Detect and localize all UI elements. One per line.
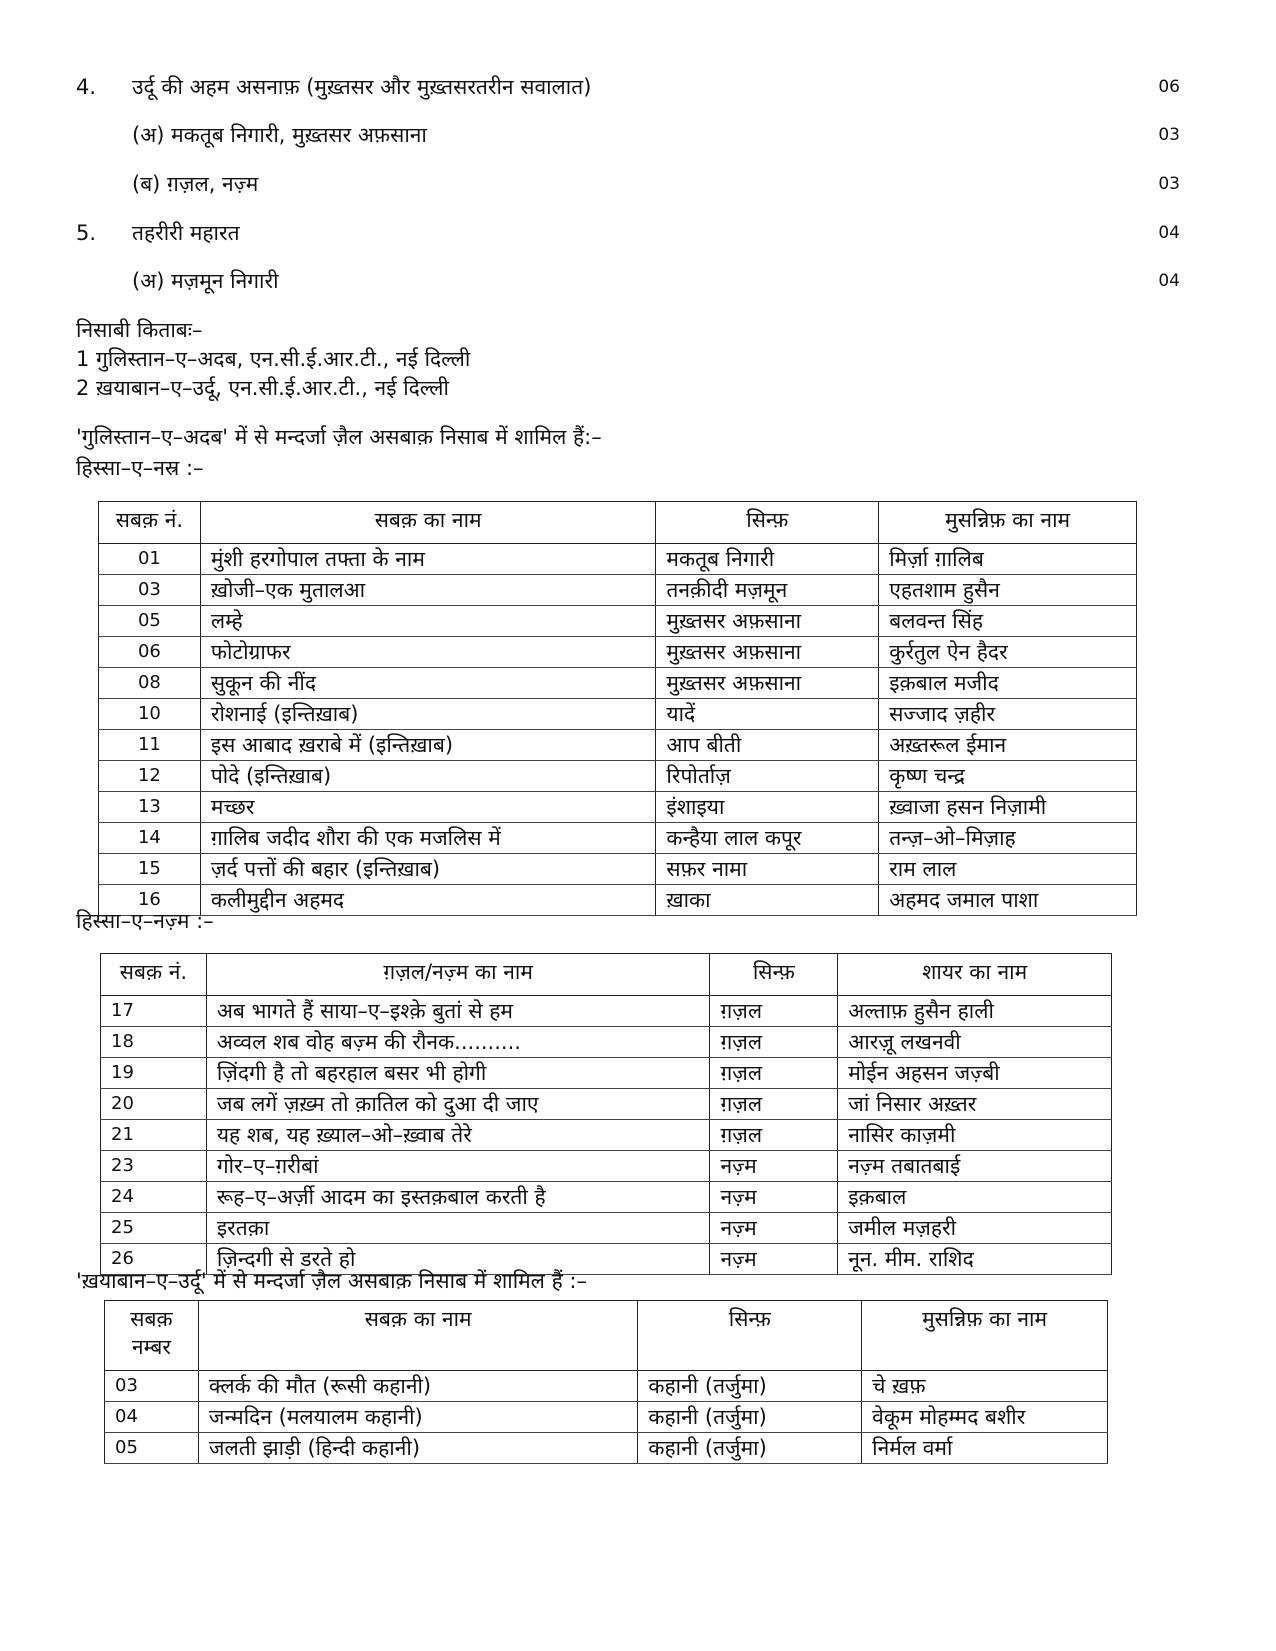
poetry-heading: हिस्सा–ए–नज़्म :– — [76, 909, 214, 933]
table-cell: 20 — [101, 1089, 207, 1120]
prose-table — [98, 501, 1137, 916]
table-cell: जब लगें ज़ख़्म तो क़ातिल को दुआ दी जाए — [206, 1089, 710, 1120]
column-header: मुसन्निफ़ का नाम — [862, 1301, 1108, 1371]
table-cell: 15 — [99, 854, 201, 885]
table-cell: अव्वल शब वोह बज़्म की रौनक.......... — [206, 1027, 710, 1058]
section-number: 4. — [76, 75, 97, 99]
column-header: सबक़ नं. — [101, 954, 207, 996]
table-cell: 26 — [101, 1244, 207, 1275]
column-header: सबक़ का नाम — [200, 502, 656, 544]
table-cell: फोटोग्राफर — [200, 637, 656, 668]
table-row — [105, 1402, 1108, 1433]
table-cell: 23 — [101, 1151, 207, 1182]
table-row — [99, 761, 1137, 792]
table-header-row — [101, 954, 1112, 996]
table-row — [99, 885, 1137, 916]
table-cell: नून. मीम. राशिद — [838, 1244, 1112, 1275]
table-cell: गोर–ए–ग़रीबां — [206, 1151, 710, 1182]
sub-item-label: (अ) मकतूब निगारी, मुख़्तसर अफ़साना — [132, 123, 427, 147]
table-cell: इक़बाल मजीद — [879, 668, 1137, 699]
khayaban-table-body — [105, 1371, 1108, 1464]
books-heading: निसाबी किताबः– — [76, 318, 203, 342]
table-cell: जमील मज़हरी — [838, 1213, 1112, 1244]
table-cell: कहानी (तर्जुमा) — [638, 1433, 862, 1464]
prose-table-body — [99, 544, 1137, 916]
table-cell: नज़्म — [710, 1182, 838, 1213]
poetry-table-body — [101, 996, 1112, 1275]
table-cell: ज़र्द पत्तों की बहार (इन्तिख़ाब) — [200, 854, 656, 885]
column-header: शायर का नाम — [838, 954, 1112, 996]
table-cell: आरज़ू लखनवी — [838, 1027, 1112, 1058]
khayaban-table — [104, 1300, 1108, 1464]
table-row — [101, 1182, 1112, 1213]
table-cell: नासिर काज़मी — [838, 1120, 1112, 1151]
table-cell: सफ़र नामा — [656, 854, 879, 885]
table-cell: वेकूम मोहम्मद बशीर — [862, 1402, 1108, 1433]
table-cell: 17 — [101, 996, 207, 1027]
table-cell: 01 — [99, 544, 201, 575]
table-cell: ज़िन्दगी से डरते हो — [206, 1244, 710, 1275]
section-marks: 06 — [1158, 77, 1180, 97]
table-cell: ग़ज़ल — [710, 1027, 838, 1058]
table-cell: मुख़्तसर अफ़साना — [656, 637, 879, 668]
table-cell: ग़ालिब जदीद शौरा की एक मजलिस में — [200, 823, 656, 854]
table-cell: जां निसार अख़्तर — [838, 1089, 1112, 1120]
table-cell: नज़्म — [710, 1213, 838, 1244]
table-cell: कन्हैया लाल कपूर — [656, 823, 879, 854]
column-header: सिन्फ़ — [638, 1301, 862, 1371]
sub-item-label: (अ) मज़मून निगारी — [132, 269, 279, 293]
table-row — [101, 1120, 1112, 1151]
table-cell: 08 — [99, 668, 201, 699]
section-title: उर्दू की अहम असनाफ़ (मुख़्तसर और मुख़्तसरतरीन सवालात) — [132, 75, 592, 99]
table-cell: सुकून की नींद — [200, 668, 656, 699]
table-cell: मोईन अहसन जज़्बी — [838, 1058, 1112, 1089]
table-cell: इक़बाल — [838, 1182, 1112, 1213]
table-cell: अब भागते हैं साया–ए–इश्क़े बुतां से हम — [206, 996, 710, 1027]
table-cell: कहानी (तर्जुमा) — [638, 1402, 862, 1433]
table-row — [101, 1151, 1112, 1182]
table-cell: 05 — [105, 1433, 199, 1464]
table-cell: चे ख़फ़ — [862, 1371, 1108, 1402]
table-cell: 25 — [101, 1213, 207, 1244]
table-cell: निर्मल वर्मा — [862, 1433, 1108, 1464]
column-header: सिन्फ़ — [710, 954, 838, 996]
table-row — [99, 575, 1137, 606]
table-row — [101, 1058, 1112, 1089]
table-cell: 03 — [99, 575, 201, 606]
table-cell: नज़्म — [710, 1244, 838, 1275]
table-cell: मिर्ज़ा ग़ालिब — [879, 544, 1137, 575]
column-header: सिन्फ़ — [656, 502, 879, 544]
table-cell: यादें — [656, 699, 879, 730]
table-row — [99, 637, 1137, 668]
table-row — [99, 854, 1137, 885]
poetry-table — [100, 953, 1112, 1275]
intro-gulistan: 'गुलिस्तान–ए–अदब' में से मन्दर्जा ज़ैल असबाक़ निसाब में शामिल हैं:– — [76, 425, 602, 449]
table-cell: लम्हे — [200, 606, 656, 637]
table-cell: कुर्रतुल ऐन हैदर — [879, 637, 1137, 668]
table-cell: ख़्वाजा हसन निज़ामी — [879, 792, 1137, 823]
table-cell: इस आबाद ख़राबे में (इन्तिख़ाब) — [200, 730, 656, 761]
table-cell: तनक़ीदी मज़मून — [656, 575, 879, 606]
table-cell: राम लाल — [879, 854, 1137, 885]
table-row — [105, 1433, 1108, 1464]
table-row — [101, 1027, 1112, 1058]
table-cell: 18 — [101, 1027, 207, 1058]
table-cell: कृष्ण चन्द्र — [879, 761, 1137, 792]
table-row — [99, 699, 1137, 730]
table-row — [99, 823, 1137, 854]
table-cell: बलवन्त सिंह — [879, 606, 1137, 637]
column-header: सबक़ नम्बर — [105, 1301, 199, 1371]
table-cell: सज्जाद ज़हीर — [879, 699, 1137, 730]
table-cell: ज़िंदगी है तो बहरहाल बसर भी होगी — [206, 1058, 710, 1089]
table-cell: ग़ज़ल — [710, 996, 838, 1027]
section-title: तहरीरी महारत — [132, 221, 240, 245]
table-cell: नज़्म — [710, 1151, 838, 1182]
table-row — [99, 668, 1137, 699]
table-row — [99, 792, 1137, 823]
table-cell: 12 — [99, 761, 201, 792]
table-cell: 16 — [99, 885, 201, 916]
intro-khayaban: 'ख़याबान–ए–उर्दू' में से मन्दर्जा ज़ैल असबाक़ निसाब में शामिल हैं :– — [76, 1269, 588, 1293]
table-cell: रूह–ए–अर्ज़ी आदम का इस्तक़बाल करती है — [206, 1182, 710, 1213]
table-cell: 06 — [99, 637, 201, 668]
table-row — [99, 606, 1137, 637]
table-cell: जन्मदिन (मलयालम कहानी) — [198, 1402, 637, 1433]
table-cell: ग़ज़ल — [710, 1058, 838, 1089]
sub-item-marks: 03 — [1158, 174, 1180, 194]
sub-item-marks: 04 — [1158, 271, 1180, 291]
section-number: 5. — [76, 221, 97, 245]
table-cell: इंशाइया — [656, 792, 879, 823]
table-cell: यह शब, यह ख़्याल–ओ–ख़्वाब तेरे — [206, 1120, 710, 1151]
table-row — [101, 1089, 1112, 1120]
column-header: ग़ज़ल/नज़्म का नाम — [206, 954, 710, 996]
table-cell: क्लर्क की मौत (रूसी कहानी) — [198, 1371, 637, 1402]
table-row — [99, 730, 1137, 761]
table-cell: मुंशी हरगोपाल तफ्ता के नाम — [200, 544, 656, 575]
table-header-row — [99, 502, 1137, 544]
table-row — [99, 544, 1137, 575]
table-cell: 24 — [101, 1182, 207, 1213]
table-cell: जलती झाड़ी (हिन्दी कहानी) — [198, 1433, 637, 1464]
table-cell: कलीमुद्दीन अहमद — [200, 885, 656, 916]
table-cell: 21 — [101, 1120, 207, 1151]
table-row — [101, 1213, 1112, 1244]
table-cell: 13 — [99, 792, 201, 823]
sub-item-marks: 03 — [1158, 125, 1180, 145]
table-cell: मकतूब निगारी — [656, 544, 879, 575]
table-cell: 03 — [105, 1371, 199, 1402]
table-cell: कहानी (तर्जुमा) — [638, 1371, 862, 1402]
table-cell: 11 — [99, 730, 201, 761]
table-cell: 10 — [99, 699, 201, 730]
table-cell: 14 — [99, 823, 201, 854]
table-cell: अहमद जमाल पाशा — [879, 885, 1137, 916]
column-header: सबक़ का नाम — [198, 1301, 637, 1371]
table-cell: मुख़्तसर अफ़साना — [656, 606, 879, 637]
prose-heading: हिस्सा–ए–नस्र :– — [76, 456, 204, 480]
table-cell: आप बीती — [656, 730, 879, 761]
table-row — [101, 996, 1112, 1027]
table-cell: एहतशाम हुसैन — [879, 575, 1137, 606]
table-cell: अख़्तरूल ईमान — [879, 730, 1137, 761]
table-cell: ग़ज़ल — [710, 1089, 838, 1120]
table-cell: ख़ोजी–एक मुतालआ — [200, 575, 656, 606]
table-cell: मच्छर — [200, 792, 656, 823]
table-cell: नज़्म तबातबाई — [838, 1151, 1112, 1182]
table-row — [105, 1371, 1108, 1402]
table-cell: 05 — [99, 606, 201, 637]
column-header: सबक़ नं. — [99, 502, 201, 544]
table-header-row — [105, 1301, 1108, 1371]
table-cell: ग़ज़ल — [710, 1120, 838, 1151]
table-cell: रिपोर्ताज़ — [656, 761, 879, 792]
table-cell: 04 — [105, 1402, 199, 1433]
book-item: 1 गुलिस्तान–ए–अदब, एन.सी.ई.आर.टी., नई दिल्ली — [76, 347, 471, 371]
table-cell: अल्ताफ़ हुसैन हाली — [838, 996, 1112, 1027]
table-cell: इरतक़ा — [206, 1213, 710, 1244]
book-item: 2 ख़याबान–ए–उर्दू, एन.सी.ई.आर.टी., नई दिल्ली — [76, 376, 449, 400]
table-cell: पोदे (इन्तिख़ाब) — [200, 761, 656, 792]
sub-item-label: (ब) ग़ज़ल, नज़्म — [132, 172, 259, 196]
table-cell: तन्ज़–ओ–मिज़ाह — [879, 823, 1137, 854]
table-cell: ख़ाका — [656, 885, 879, 916]
section-marks: 04 — [1158, 223, 1180, 243]
table-cell: मुख़्तसर अफ़साना — [656, 668, 879, 699]
table-cell: 19 — [101, 1058, 207, 1089]
table-cell: रोशनाई (इन्तिख़ाब) — [200, 699, 656, 730]
column-header: मुसन्निफ़ का नाम — [879, 502, 1137, 544]
